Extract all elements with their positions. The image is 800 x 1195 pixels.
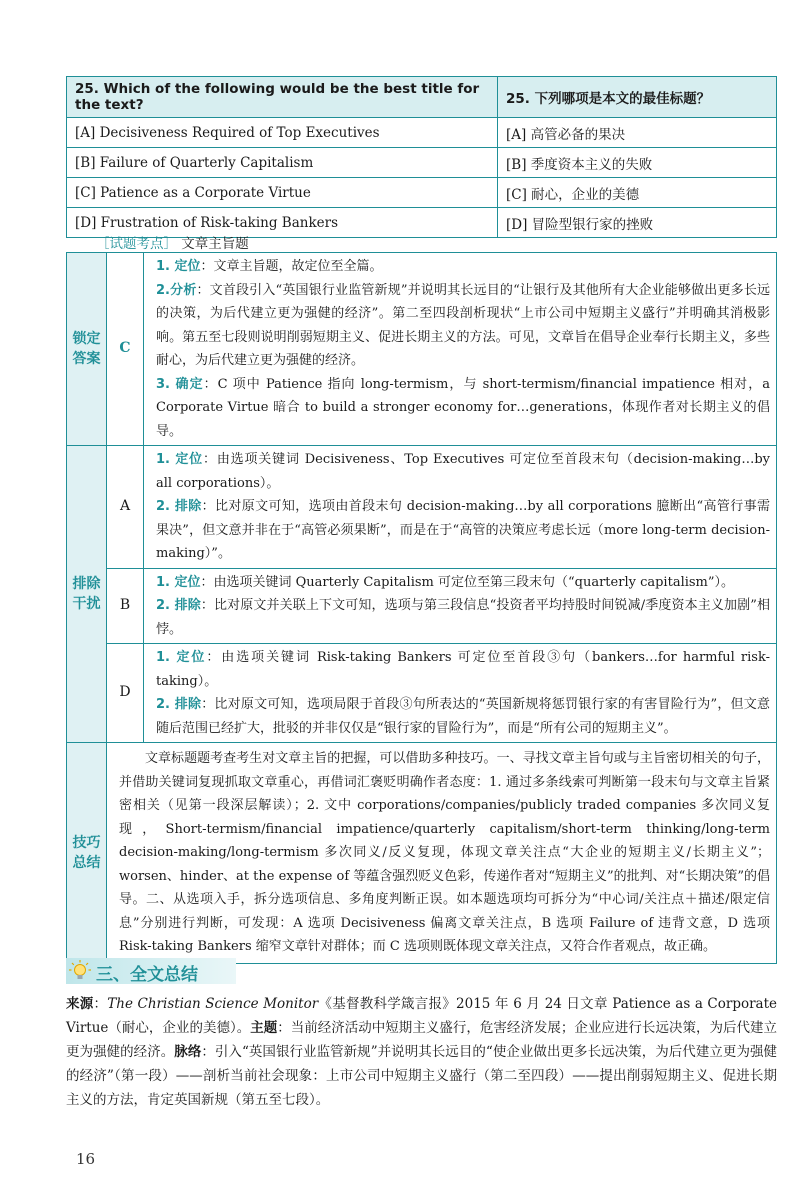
exclude-option-d: D: [107, 644, 144, 743]
step-label: 1. 定位: [156, 452, 203, 467]
answer-option: C: [107, 253, 144, 446]
answer-row: [67, 253, 777, 446]
step-label: 3. 确定: [156, 376, 204, 392]
option-row: [67, 118, 777, 148]
answer-section-label: 锁定答案: [67, 253, 107, 446]
analysis-table: [66, 252, 777, 964]
step-text: ：文章主旨题，故定位至全篇。: [200, 259, 383, 274]
question-en: 25. Which of the following would be the best title for the text?: [67, 77, 498, 118]
source-publication: The Christian Science Monitor: [107, 996, 319, 1012]
test-point-text: 文章主旨题: [181, 236, 249, 252]
exclude-row-b: [67, 568, 777, 644]
exclude-a-text: [144, 446, 777, 569]
tips-row: [67, 743, 777, 964]
exclude-section-label: 排除干扰: [67, 446, 107, 743]
step-text: ：比对原文并关联上下文可知，选项与第三段信息“投资者平均持股时间锐减/季度资本主义加剧”相悖。: [156, 598, 770, 637]
answer-text: [144, 253, 777, 446]
step-text: ：比对原文可知，选项局限于首段③句所表达的“英国新规将惩罚银行家的有害冒险行为”，但文意随后范围已经扩大，批驳的并非仅仅是“银行家的冒险行为”，而是“所有公司的短期主义”。: [156, 697, 771, 736]
question-table: [66, 76, 777, 238]
step-label: 1. 定位: [156, 259, 201, 274]
exclude-row-d: [67, 644, 777, 743]
exclude-option-a: A: [107, 446, 144, 569]
tips-text: 文章标题题考查考生对文章主旨的把握，可以借助多种技巧。一、寻找文章主旨句或与主旨密切相关的句子，并借助关键词复现抓取文章重心，再借词汇褒贬明确作者态度：1. 通过多条线索可判断第一段末句与文章主旨紧密相关（见第一段深层解读）；2. 文中 corporations/companies/publicly traded companies 多次同义复现，Short-termism/financial impatience/quarterly capitalism/short-term thinking/long-term decision-making/long-termism 多次同义/反义复现，体现文章关注点“大企业的短期主义/长期主义”；worsen、hinder、at the expense of 等蕴含强烈贬义色彩，传递作者对“短期主义”的批判、对“长期决策”的倡导。二、从选项入手，拆分选项信息、多角度判断正误。如本题选项均可拆分为“中心词/关注点＋描述/限定信息”分别进行判断，可发现：A 选项 Decisiveness 偏离文章关注点，B 选项 Failure of 违背文意，D 选项 Risk-taking Bankers 缩窄文章针对群体；而 C 选项则既体现文章关注点，又符合作者观点，故正确。: [107, 743, 777, 964]
option-a-en: [A] Decisiveness Required of Top Executives: [67, 118, 498, 148]
step-label: 1. 定位: [156, 650, 207, 665]
option-d-zh: [D] 冒险型银行家的挫败: [498, 208, 777, 238]
step-label: 2. 排除: [156, 499, 202, 514]
option-b-en: [B] Failure of Quarterly Capitalism: [67, 148, 498, 178]
source-text: 《基督教科学箴言报》2015 年 6 月 24 日文章 Patience as a Corporate Virtue（耐心，企业的美德）。: [66, 996, 778, 1036]
option-row: [67, 148, 777, 178]
step-label: 2. 排除: [156, 598, 201, 613]
lightbulb-icon: [68, 959, 92, 983]
step-text: ：由选项关键词 Decisiveness、Top Executives 可定位至首段末句（decision-making…by all corporations）。: [156, 452, 770, 491]
step-text: ：由选项关键词 Quarterly Capitalism 可定位至第三段末句（“quarterly capitalism”）。: [200, 574, 735, 590]
source-label: 来源: [66, 996, 94, 1012]
option-a-zh: [A] 高管必备的果决: [498, 118, 777, 148]
summary-section-header: [66, 958, 236, 984]
option-b-zh: [B] 季度资本主义的失败: [498, 148, 777, 178]
question-header-row: [67, 77, 777, 118]
exclude-option-b: B: [107, 568, 144, 644]
step-label: 2. 排除: [156, 697, 202, 712]
step-label: 1. 定位: [156, 574, 201, 590]
option-c-zh: [C] 耐心，企业的美德: [498, 178, 777, 208]
summary-paragraph: 来源：The Christian Science Monitor《基督教科学箴言报》2015 年 6 月 24 日文章 Patience as a Corporate Virtue（耐心，企业的美德）。主题：当前经济活动中短期主义盛行，危害经济发展；企业应进行长远决策，为后代建立更为强健的经济。脉络：引入“英国银行业监管新规”并说明其长远目的“使企业做出更多长远决策，为后代建立更为强健的经济”（第一段）——剖析当前社会现象：上市公司中短期主义盛行（第二至四段）——提出削弱短期主义、促进长期主义的方法，肯定英国新规（第五至七段）。: [66, 996, 778, 1108]
page-number: 16: [76, 1150, 96, 1168]
step-text: ：C 项中 Patience 指向 long-termism，与 short-termism/financial impatience 相对，a Corporate Virtue 暗合 to build a stronger economy for…generations，体现作者对长期主义的倡导。: [156, 376, 770, 439]
thread-label: 脉络: [174, 1044, 202, 1060]
exclude-b-text: [144, 568, 777, 644]
step-text: ：文首段引入“英国银行业监管新规”并说明其长远目的“让银行及其他所有大企业能够做出更多长远的决策，为后代建立更为强健的经济”。第二至四段剖析现状“上市公司中短期主义盛行”并明确其消极影响。第五至七段则说明削弱短期主义、促进长期主义的方法。可见，文章旨在倡导企业奉行长期主义，多些耐心，为后代建立更为强健的经济。: [156, 282, 770, 368]
exclude-row-a: [67, 446, 777, 569]
exclude-d-text: [144, 644, 777, 743]
tips-section-label: 技巧总结: [67, 743, 107, 964]
test-point-tag: ［试题考点］: [96, 236, 177, 252]
thread-text: ：引入“英国银行业监管新规”并说明其长远目的“使企业做出更多长远决策，为后代建立更为强健的经济”（第一段）——剖析当前社会现象：上市公司中短期主义盛行（第二至四段）——提出削弱短期主义、促进长期主义的方法，肯定英国新规（第五至七段）。: [66, 1044, 778, 1108]
theme-text: ：当前经济活动中短期主义盛行，危害经济发展；企业应进行长远决策，为后代建立更为强健的经济。: [66, 1020, 777, 1060]
step-label: 2.分析: [156, 282, 197, 298]
step-text: ：由选项关键词 Risk-taking Bankers 可定位至首段③句（bankers…for harmful risk-taking）。: [156, 650, 770, 689]
step-text: ：比对原文可知，选项由首段末句 decision-making…by all corporations 臆断出“高管行事需果决”，但文意并非在于“高管必须果断”，而是在于“高管的决策应考虑长远（more long-term decision-making）”。: [156, 499, 771, 561]
option-d-en: [D] Frustration of Risk-taking Bankers: [67, 208, 498, 238]
summary-section-title: 三、全文总结: [96, 965, 198, 985]
question-zh: 25. 下列哪项是本文的最佳标题？: [498, 77, 777, 118]
option-c-en: [C] Patience as a Corporate Virtue: [67, 178, 498, 208]
theme-label: 主题: [250, 1020, 278, 1036]
option-row: [67, 178, 777, 208]
test-point: [96, 232, 249, 252]
